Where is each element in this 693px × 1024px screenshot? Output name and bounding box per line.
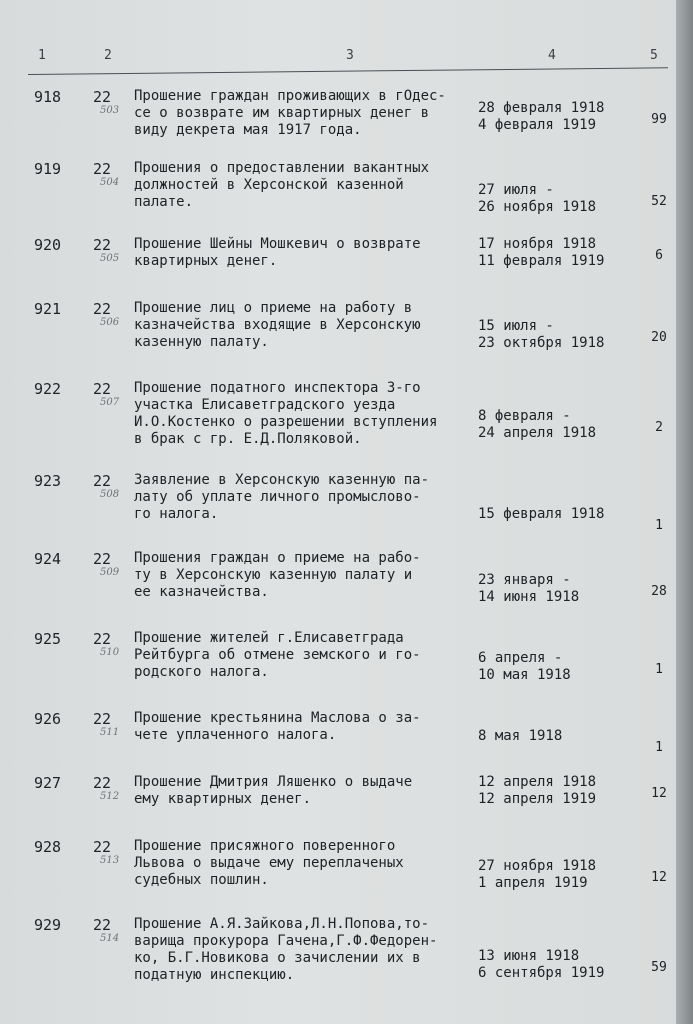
sheet-count: 1 <box>655 740 663 755</box>
pencil-mark: 507 <box>100 397 120 408</box>
pencil-mark: 506 <box>100 317 120 328</box>
header-col-5: 5 <box>650 48 658 63</box>
sheet-count: 99 <box>651 112 667 127</box>
item-dates: 28 февраля 1918 4 февраля 1919 <box>478 100 605 133</box>
item-number: 922 <box>34 380 62 398</box>
pencil-mark: 512 <box>100 791 120 802</box>
pencil-mark: 511 <box>100 727 120 738</box>
sheet-count: 2 <box>655 420 663 435</box>
fund-number: 22 <box>93 774 112 792</box>
item-number: 919 <box>34 160 62 178</box>
item-dates: 27 июля - 26 ноября 1918 <box>478 182 597 215</box>
item-number: 923 <box>34 472 62 490</box>
pencil-mark: 509 <box>100 567 120 578</box>
pencil-mark: 503 <box>100 105 120 116</box>
pencil-mark: 505 <box>100 253 120 264</box>
item-dates: 15 февраля 1918 <box>478 506 605 522</box>
item-title: Прошение жителей г.Елисаветграда Рейтбурга об отмене земского и го- родского налога. <box>134 630 421 680</box>
item-title: Прошение граждан проживающих в гОдес- се о возврате им квартирных денег в виду декрета мая 1917 года. <box>134 88 446 138</box>
sheet-count: 1 <box>655 662 663 677</box>
item-title: Прошения граждан о приеме на рабо- ту в Херсонскую казенную палату и ее казначейства. <box>134 550 421 600</box>
sheet-count: 52 <box>651 194 667 209</box>
sheet-count: 59 <box>651 960 667 975</box>
fund-number: 22 <box>93 236 112 254</box>
item-title: Прошение крестьянина Маслова о за- чете уплаченного налога. <box>134 710 421 743</box>
sheet-count: 28 <box>651 584 667 599</box>
item-dates: 13 июня 1918 6 сентября 1919 <box>478 948 605 981</box>
header-col-3: 3 <box>346 48 354 63</box>
pencil-mark: 513 <box>100 855 120 866</box>
fund-number: 22 <box>93 838 112 856</box>
item-number: 926 <box>34 710 62 728</box>
sheet-count: 6 <box>655 248 663 263</box>
item-dates: 15 июля - 23 октября 1918 <box>478 318 605 351</box>
fund-number: 22 <box>93 472 112 490</box>
item-title: Прошение лиц о приеме на работу в казначейства входящие в Херсонскую казенную палату. <box>134 300 421 350</box>
item-dates: 8 февраля - 24 апреля 1918 <box>478 408 597 441</box>
item-title: Заявление в Херсонскую казенную па- лату об уплате личного промыслово- го налога. <box>134 472 430 522</box>
header-col-2: 2 <box>104 48 112 63</box>
item-dates: 27 ноября 1918 1 апреля 1919 <box>478 858 597 891</box>
fund-number: 22 <box>93 630 112 648</box>
item-title: Прошение присяжного поверенного Львова о выдаче ему переплаченых судебных пошлин. <box>134 838 404 888</box>
item-number: 925 <box>34 630 62 648</box>
item-dates: 12 апреля 1918 12 апреля 1919 <box>478 774 597 807</box>
fund-number: 22 <box>93 710 112 728</box>
fund-number: 22 <box>93 88 112 106</box>
item-number: 924 <box>34 550 62 568</box>
item-dates: 23 января - 14 июня 1918 <box>478 572 580 605</box>
item-number: 929 <box>34 916 62 934</box>
item-number: 918 <box>34 88 62 106</box>
item-title: Прошение Шейны Мошкевич о возврате квартирных денег. <box>134 236 421 269</box>
item-number: 921 <box>34 300 62 318</box>
pencil-mark: 510 <box>100 647 120 658</box>
header-col-1: 1 <box>38 48 46 63</box>
item-number: 927 <box>34 774 62 792</box>
item-title: Прошение А.Я.Зайкова,Л.Н.Попова,то- варища прокурора Гачена,Г.Ф.Федорен- ко, Б.Г.Новикова о зачислении их в податную инспекцию. <box>134 916 438 983</box>
item-title: Прошение податного инспектора 3-го участка Елисаветградского уезда И.О.Костенко о разрешении вступления в брак с гр. Е.Д.Поляковой. <box>134 380 438 447</box>
item-dates: 8 мая 1918 <box>478 728 563 744</box>
header-col-4: 4 <box>548 48 556 63</box>
pencil-mark: 504 <box>100 177 120 188</box>
sheet-count: 20 <box>651 330 667 345</box>
item-dates: 17 ноября 1918 11 февраля 1919 <box>478 236 605 269</box>
item-number: 920 <box>34 236 62 254</box>
fund-number: 22 <box>93 160 112 178</box>
fund-number: 22 <box>93 380 112 398</box>
item-title: Прошения о предоставлении вакантных должностей в Херсонской казенной палате. <box>134 160 430 210</box>
fund-number: 22 <box>93 550 112 568</box>
fund-number: 22 <box>93 300 112 318</box>
pencil-mark: 514 <box>100 933 120 944</box>
sheet-count: 12 <box>651 870 667 885</box>
binding-edge <box>676 0 693 1024</box>
pencil-mark: 508 <box>100 489 120 500</box>
sheet-count: 12 <box>651 786 667 801</box>
fund-number: 22 <box>93 916 112 934</box>
item-title: Прошение Дмитрия Ляшенко о выдаче ему квартирных денег. <box>134 774 413 807</box>
item-dates: 6 апреля - 10 мая 1918 <box>478 650 571 683</box>
sheet-count: 1 <box>655 518 663 533</box>
item-number: 928 <box>34 838 62 856</box>
